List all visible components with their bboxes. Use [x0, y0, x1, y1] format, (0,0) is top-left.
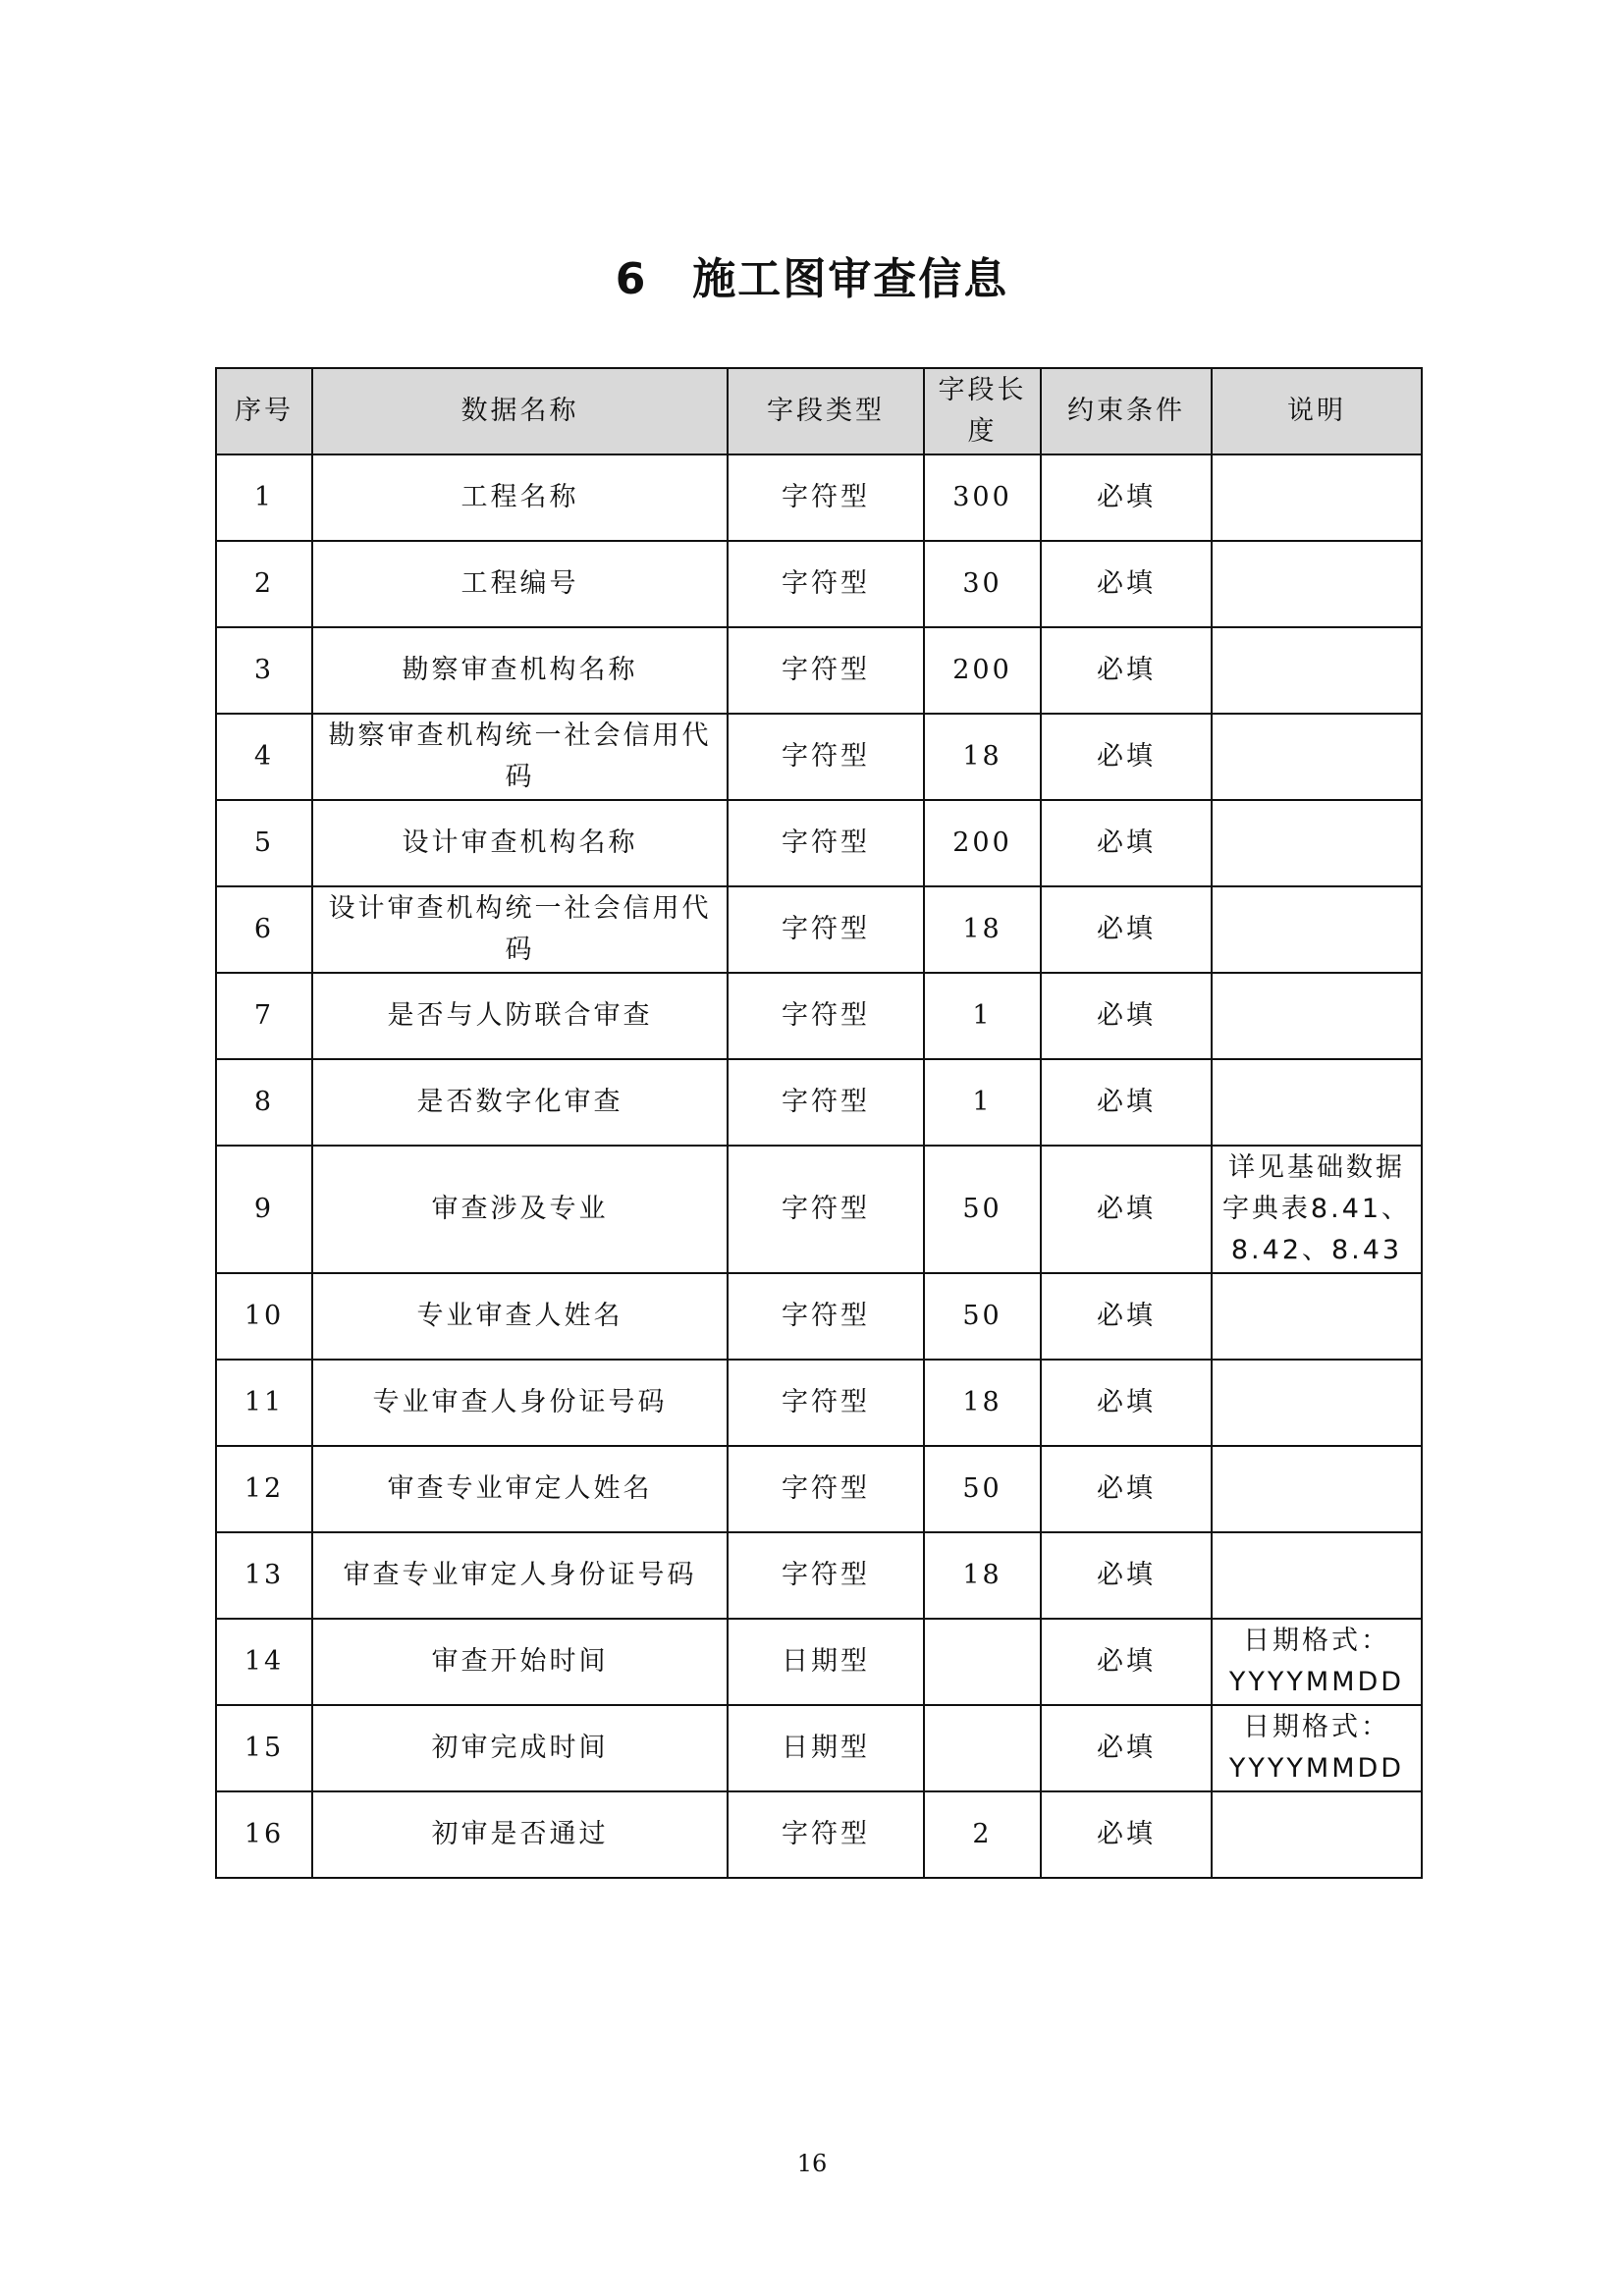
cell-note: 详见基础数据字典表8.41、8.42、8.43 [1212, 1146, 1422, 1273]
cell-constraint: 必填 [1041, 1273, 1212, 1360]
header-length: 字段长度 [924, 368, 1041, 454]
header-type: 字段类型 [728, 368, 924, 454]
table-row [216, 1791, 1422, 1878]
cell-name: 工程名称 [312, 454, 728, 541]
table-header [216, 368, 1422, 454]
cell-no: 2 [216, 541, 312, 627]
table-row [216, 627, 1422, 714]
cell-note [1212, 1360, 1422, 1446]
cell-type: 字符型 [728, 541, 924, 627]
cell-no: 11 [216, 1360, 312, 1446]
table-row [216, 714, 1422, 800]
cell-length: 200 [924, 627, 1041, 714]
cell-type: 字符型 [728, 1360, 924, 1446]
cell-type: 字符型 [728, 1791, 924, 1878]
cell-length: 200 [924, 800, 1041, 886]
cell-note [1212, 1059, 1422, 1146]
table-row [216, 886, 1422, 973]
cell-note [1212, 1446, 1422, 1532]
cell-no: 8 [216, 1059, 312, 1146]
cell-length: 1 [924, 973, 1041, 1059]
cell-constraint: 必填 [1041, 627, 1212, 714]
cell-type: 字符型 [728, 1532, 924, 1619]
table-row [216, 541, 1422, 627]
cell-note: 日期格式：YYYYMMDD [1212, 1705, 1422, 1791]
table-row [216, 1059, 1422, 1146]
cell-name: 专业审查人姓名 [312, 1273, 728, 1360]
cell-no: 15 [216, 1705, 312, 1791]
cell-type: 日期型 [728, 1619, 924, 1705]
cell-constraint: 必填 [1041, 886, 1212, 973]
cell-constraint: 必填 [1041, 541, 1212, 627]
cell-no: 13 [216, 1532, 312, 1619]
table-row [216, 800, 1422, 886]
header-constraint: 约束条件 [1041, 368, 1212, 454]
cell-constraint: 必填 [1041, 1532, 1212, 1619]
cell-no: 6 [216, 886, 312, 973]
cell-no: 14 [216, 1619, 312, 1705]
cell-length: 18 [924, 886, 1041, 973]
cell-constraint: 必填 [1041, 1360, 1212, 1446]
cell-length: 18 [924, 1360, 1041, 1446]
cell-type: 字符型 [728, 973, 924, 1059]
cell-name: 设计审查机构名称 [312, 800, 728, 886]
cell-type: 字符型 [728, 1446, 924, 1532]
cell-note [1212, 800, 1422, 886]
cell-constraint: 必填 [1041, 1059, 1212, 1146]
cell-length: 18 [924, 1532, 1041, 1619]
cell-constraint: 必填 [1041, 800, 1212, 886]
cell-length: 50 [924, 1146, 1041, 1273]
cell-constraint: 必填 [1041, 454, 1212, 541]
cell-constraint: 必填 [1041, 714, 1212, 800]
cell-name: 勘察审查机构名称 [312, 627, 728, 714]
cell-constraint: 必填 [1041, 973, 1212, 1059]
cell-constraint: 必填 [1041, 1705, 1212, 1791]
cell-type: 字符型 [728, 886, 924, 973]
cell-note [1212, 714, 1422, 800]
cell-length: 2 [924, 1791, 1041, 1878]
header-no: 序号 [216, 368, 312, 454]
table-row [216, 1705, 1422, 1791]
header-row [216, 368, 1422, 454]
cell-no: 1 [216, 454, 312, 541]
table-row [216, 1446, 1422, 1532]
cell-note [1212, 541, 1422, 627]
cell-constraint: 必填 [1041, 1146, 1212, 1273]
cell-type: 字符型 [728, 1146, 924, 1273]
cell-note: 日期格式：YYYYMMDD [1212, 1619, 1422, 1705]
cell-name: 初审是否通过 [312, 1791, 728, 1878]
table-row [216, 1360, 1422, 1446]
cell-type: 日期型 [728, 1705, 924, 1791]
cell-no: 12 [216, 1446, 312, 1532]
cell-name: 专业审查人身份证号码 [312, 1360, 728, 1446]
cell-note [1212, 973, 1422, 1059]
cell-type: 字符型 [728, 1059, 924, 1146]
cell-constraint: 必填 [1041, 1791, 1212, 1878]
cell-no: 10 [216, 1273, 312, 1360]
cell-length: 1 [924, 1059, 1041, 1146]
table-row [216, 973, 1422, 1059]
cell-length: 50 [924, 1273, 1041, 1360]
cell-name: 审查开始时间 [312, 1619, 728, 1705]
cell-length [924, 1705, 1041, 1791]
cell-name: 审查涉及专业 [312, 1146, 728, 1273]
cell-no: 9 [216, 1146, 312, 1273]
cell-name: 设计审查机构统一社会信用代码 [312, 886, 728, 973]
cell-note [1212, 454, 1422, 541]
cell-length: 50 [924, 1446, 1041, 1532]
cell-length: 300 [924, 454, 1041, 541]
cell-name: 是否与人防联合审查 [312, 973, 728, 1059]
table-body [216, 454, 1422, 1878]
cell-name: 勘察审查机构统一社会信用代码 [312, 714, 728, 800]
table-row [216, 1273, 1422, 1360]
cell-name: 是否数字化审查 [312, 1059, 728, 1146]
table-row [216, 454, 1422, 541]
cell-name: 初审完成时间 [312, 1705, 728, 1791]
cell-no: 5 [216, 800, 312, 886]
cell-note [1212, 627, 1422, 714]
table-row [216, 1619, 1422, 1705]
cell-note [1212, 886, 1422, 973]
data-spec-table [215, 367, 1423, 1879]
cell-length [924, 1619, 1041, 1705]
cell-note [1212, 1273, 1422, 1360]
cell-no: 3 [216, 627, 312, 714]
page-number: 16 [796, 2150, 828, 2177]
cell-type: 字符型 [728, 800, 924, 886]
cell-constraint: 必填 [1041, 1619, 1212, 1705]
header-name: 数据名称 [312, 368, 728, 454]
cell-constraint: 必填 [1041, 1446, 1212, 1532]
header-note: 说明 [1212, 368, 1422, 454]
cell-name: 审查专业审定人姓名 [312, 1446, 728, 1532]
cell-length: 30 [924, 541, 1041, 627]
table-row [216, 1532, 1422, 1619]
cell-note [1212, 1791, 1422, 1878]
cell-name: 工程编号 [312, 541, 728, 627]
cell-type: 字符型 [728, 714, 924, 800]
cell-name: 审查专业审定人身份证号码 [312, 1532, 728, 1619]
cell-length: 18 [924, 714, 1041, 800]
cell-no: 16 [216, 1791, 312, 1878]
cell-type: 字符型 [728, 1273, 924, 1360]
table-row [216, 1146, 1422, 1273]
cell-type: 字符型 [728, 454, 924, 541]
cell-no: 7 [216, 973, 312, 1059]
cell-no: 4 [216, 714, 312, 800]
page-title: 6 施工图审查信息 [615, 254, 1009, 304]
cell-note [1212, 1532, 1422, 1619]
cell-type: 字符型 [728, 627, 924, 714]
